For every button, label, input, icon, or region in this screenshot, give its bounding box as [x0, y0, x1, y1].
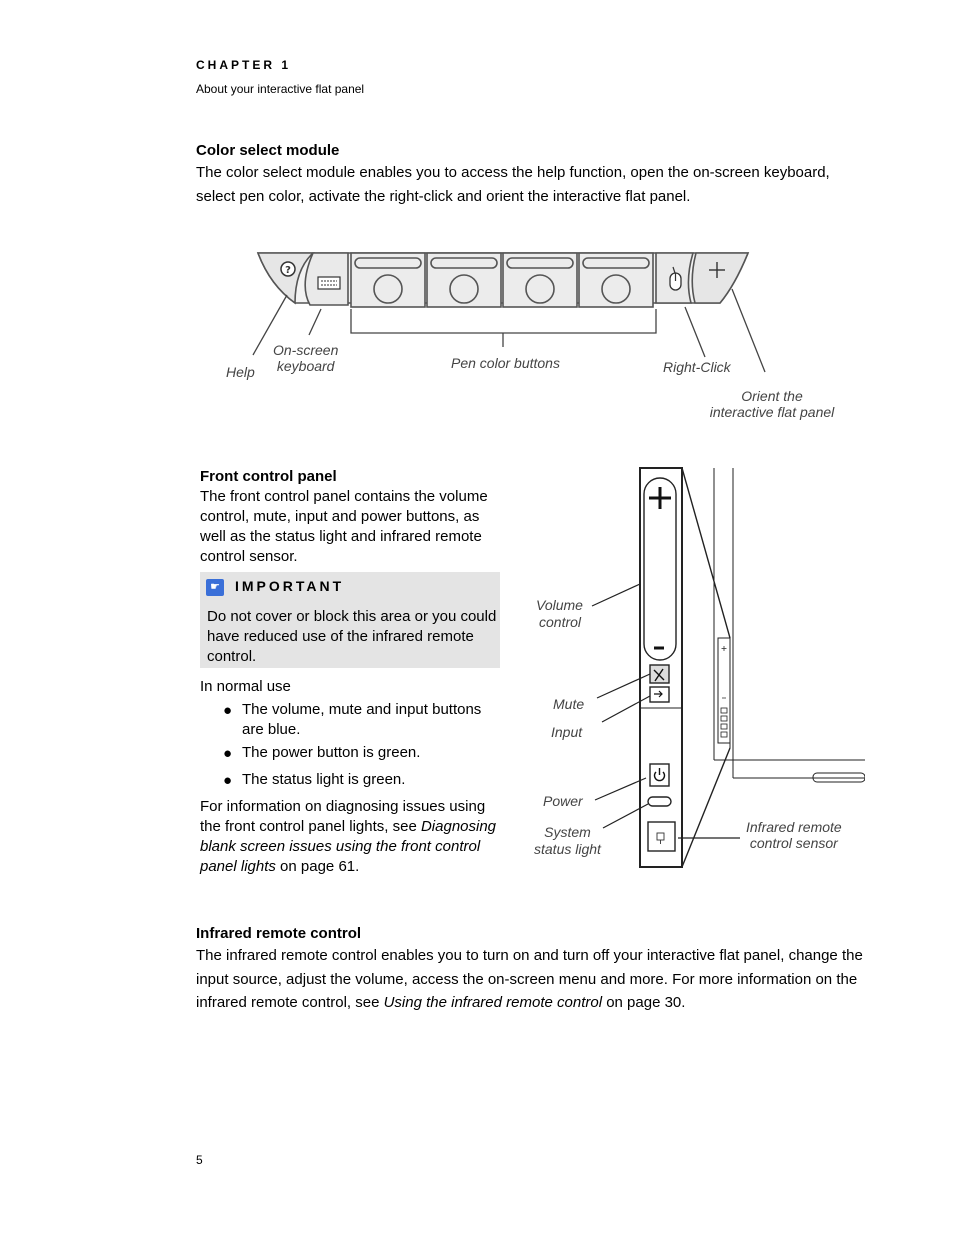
infrared-body-line	[196, 991, 876, 1015]
info-line: For information on diagnosing issues using	[200, 798, 486, 815]
label-on-screen-keyboard	[273, 342, 338, 374]
bullet-dot: ●	[223, 745, 233, 762]
infrared-text: infrared remote control, see	[196, 994, 384, 1011]
diagnosing-link-cont[interactable]: blank screen issues using the front control	[200, 838, 481, 855]
info-line	[200, 837, 505, 857]
bullet-dot: ●	[223, 702, 233, 719]
diagnosing-link[interactable]: Diagnosing	[420, 818, 497, 835]
bullet-text: are blue.	[242, 721, 301, 738]
label-help: Help	[226, 364, 255, 380]
label-on-screen-keyboard-line1: On-screen	[273, 342, 339, 358]
status-bullet-list	[200, 700, 500, 790]
front-panel-info	[200, 797, 505, 877]
bullet-dot: ●	[223, 772, 233, 789]
label-status-line1: System	[544, 824, 591, 840]
bullet-item	[200, 770, 500, 790]
bullet-item	[200, 743, 500, 763]
label-orient-line2: interactive flat panel	[709, 404, 835, 420]
label-status-line2: status light	[534, 841, 601, 857]
important-callout	[200, 572, 500, 668]
important-text-line: have reduced use of the infrared remote	[207, 628, 474, 645]
label-input: Input	[551, 724, 583, 740]
front-panel-heading: Front control panel	[200, 468, 337, 485]
info-line	[200, 817, 505, 837]
label-pen-color-buttons: Pen color buttons	[451, 355, 560, 371]
label-volume-line2: control	[539, 614, 582, 630]
bullet-text: The status light is green.	[242, 771, 406, 788]
infrared-page-ref: on page 30.	[602, 994, 686, 1011]
info-line	[200, 857, 505, 877]
label-orient	[706, 388, 838, 420]
label-power: Power	[543, 793, 583, 809]
color-select-body-line: The color select module enables you to access the help function, open the on-screen keyboard,	[196, 164, 830, 181]
bullet-text: The power button is green.	[242, 744, 421, 761]
label-ir-line1: Infrared remote	[746, 819, 842, 835]
infrared-heading: Infrared remote control	[196, 925, 362, 942]
info-text: the front control panel lights, see	[200, 818, 421, 835]
page-ref: on page 61.	[275, 858, 360, 875]
diagnosing-link-end[interactable]: panel lights	[200, 858, 276, 875]
page-number: 5	[196, 1153, 203, 1167]
infrared-body	[196, 944, 876, 1015]
front-panel-body-line: control, mute, input and power buttons, as	[200, 508, 480, 525]
color-select-body-line: select pen color, activate the right-click and orient the interactive flat panel.	[196, 187, 691, 205]
normal-use-label: In normal use	[200, 678, 291, 695]
svg-text:?: ?	[285, 265, 291, 276]
label-ir-line2: control sensor	[749, 835, 838, 851]
important-text-line: Do not cover or block this area or you could	[207, 608, 497, 625]
label-orient-line1: Orient the	[741, 388, 803, 404]
color-select-heading: Color select module	[196, 142, 340, 159]
infrared-body-line: input source, adjust the volume, access the on-screen menu and more. For more information on the	[196, 970, 858, 988]
front-panel-body	[200, 487, 500, 567]
important-title: IMPORTANT	[235, 578, 345, 594]
front-panel-body-line: The front control panel contains the volume	[200, 488, 488, 505]
important-text-line: control.	[207, 648, 257, 665]
color-select-body	[196, 161, 876, 208]
label-volume-line1: Volume	[536, 597, 583, 613]
label-system-status-light	[534, 824, 601, 858]
infrared-remote-link[interactable]: Using the infrared remote control	[383, 994, 603, 1011]
label-infrared-sensor	[746, 819, 842, 851]
bullet-item	[200, 700, 500, 740]
label-on-screen-keyboard-line2: keyboard	[276, 358, 335, 374]
label-mute: Mute	[553, 696, 585, 712]
bullet-text: The volume, mute and input buttons	[242, 701, 482, 718]
important-text	[207, 607, 499, 667]
front-panel-body-line: well as the status light and infrared remote	[200, 528, 482, 545]
infrared-body-line: The infrared remote control enables you to turn on and turn off your interactive flat panel, change the	[196, 947, 863, 964]
pointing-hand-icon: ☛	[206, 579, 224, 596]
label-volume-control	[536, 597, 583, 631]
chapter-subtitle: About your interactive flat panel	[196, 82, 365, 96]
label-right-click: Right-Click	[663, 359, 731, 375]
front-control-panel-diagram	[520, 460, 865, 875]
chapter-label: CHAPTER 1	[196, 58, 292, 72]
front-panel-body-line: control sensor.	[200, 548, 298, 565]
